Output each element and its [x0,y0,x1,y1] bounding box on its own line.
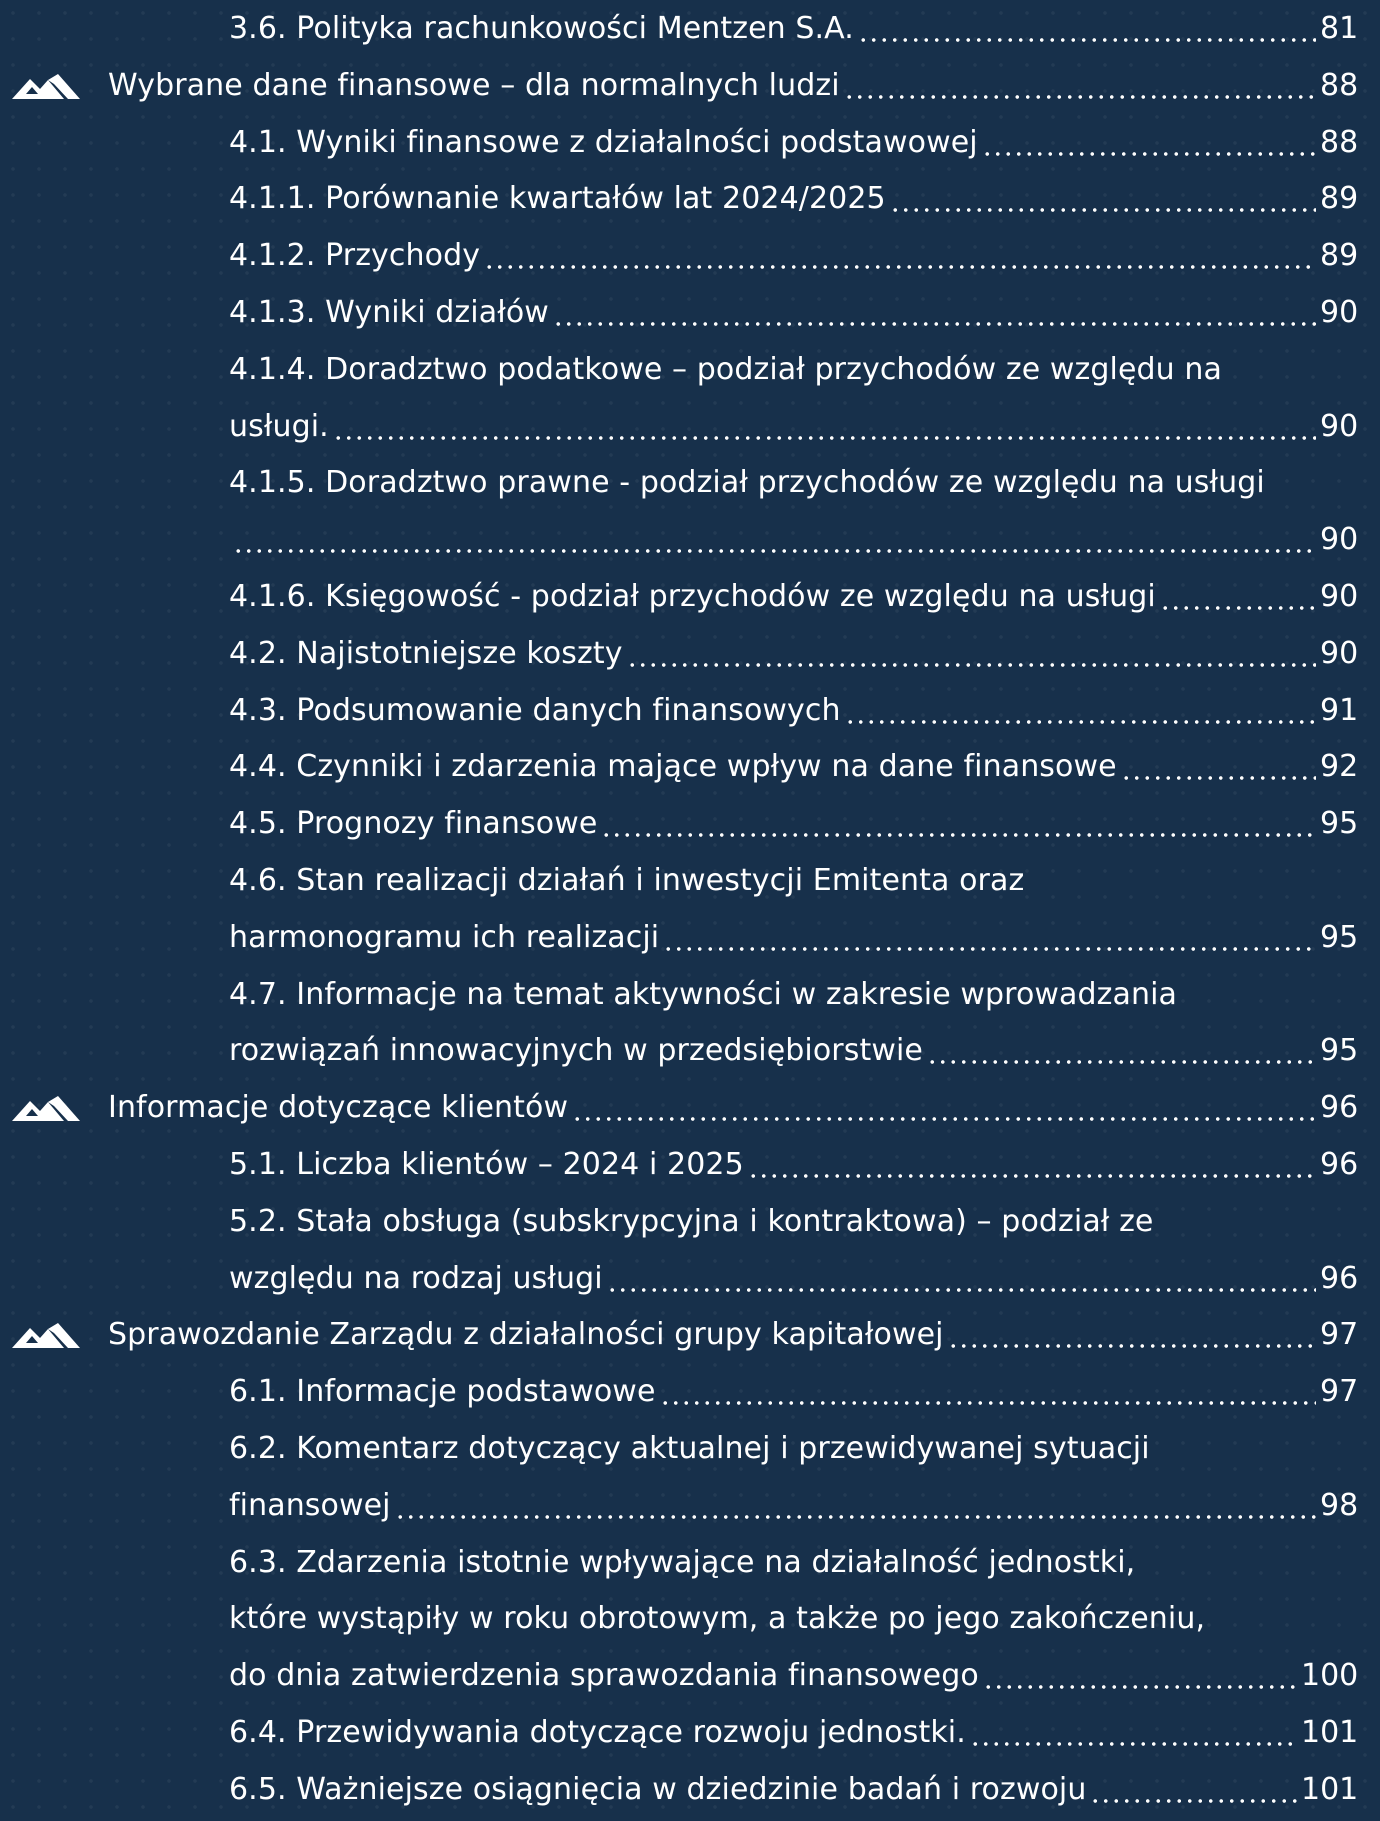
toc-page-number: 101 [1301,1715,1359,1750]
toc-line [0,1764,1380,1816]
toc-dot-leader [395,1514,1316,1520]
toc-subsection-entry[interactable] [0,685,1380,742]
toc-page-number: 90 [1320,522,1359,558]
toc-page-number: 81 [1320,11,1359,46]
toc-line [0,514,1380,566]
toc-line [0,1650,1380,1702]
toc-page-number: 91 [1320,692,1359,728]
toc-dot-leader [858,37,1316,43]
toc-dot-leader [844,94,1316,100]
toc-line [0,1309,1380,1361]
toc-line [0,1480,1380,1532]
toc-entry-title: 4.1.5. Doradztwo prawne - podział przychodów ze względu na usługi [229,465,1265,501]
toc-entry-title: 4.1.6. Księgowość - podział przychodów ze względu na usługi [229,579,1156,614]
toc-line [0,798,1380,850]
toc-page-number: 90 [1320,408,1359,444]
toc-subsection-entry[interactable] [0,855,1380,969]
toc-subsection-entry[interactable] [0,1537,1380,1707]
toc-page-number: 95 [1320,1033,1359,1069]
mentzen-mountain-logo-icon [8,1094,84,1124]
toc-line [0,344,1380,396]
toc-entry-title: względu na rodzaj usługi [229,1260,603,1296]
toc-subsection-entry[interactable] [0,344,1380,458]
toc-dot-leader [627,662,1316,668]
toc-entry-title: 5.2. Stała obsługa (subskrypcyjna i kontraktowa) – podział ze [229,1203,1154,1239]
toc-page-number: 101 [1301,1771,1359,1807]
toc-page-number: 88 [1320,124,1359,160]
toc-subsection-entry[interactable] [0,173,1380,230]
toc-line [0,1139,1380,1191]
toc-line [0,741,1380,793]
toc-entry-title: Informacje dotyczące klientów [108,1090,569,1126]
toc-subsection-entry[interactable] [0,1196,1380,1310]
toc-dot-leader [607,1287,1316,1293]
toc-line [0,287,1380,339]
toc-entry-title: 6.4. Przewidywania dotyczące rozwoju jednostki. [229,1715,966,1750]
toc-dot-leader [1121,775,1316,781]
toc-subsection-entry[interactable] [0,1764,1380,1821]
toc-dot-leader [927,1059,1316,1065]
toc-subsection-entry[interactable] [0,457,1380,571]
toc-subsection-entry[interactable] [0,741,1380,798]
mentzen-mountain-logo-icon [8,1321,84,1351]
toc-entry-title: rozwiązań innowacyjnych w przedsiębiorstwie [229,1033,923,1069]
toc-page-number: 92 [1320,749,1359,785]
toc-entry-title: harmonogramu ich realizacji [229,919,660,955]
toc-subsection-entry[interactable] [0,230,1380,287]
toc-dot-leader [1090,1798,1297,1804]
toc-entry-title: 4.1.4. Doradztwo podatkowe – podział przychodów ze względu na [229,351,1222,387]
toc-line [0,1423,1380,1475]
toc-page-number: 97 [1320,1317,1359,1353]
toc-entry-title: 4.1.2. Przychody [229,238,481,274]
toc-subsection-entry[interactable] [0,571,1380,628]
toc-entry-title: 4.1.1. Porównanie kwartałów lat 2024/2025 [229,181,886,217]
toc-dot-leader [601,832,1316,838]
toc-entry-title: finansowej [229,1487,391,1523]
toc-entry-title: 6.3. Zdarzenia istotnie wpływające na działalność jednostki, [229,1544,1136,1580]
toc-line [0,457,1380,509]
toc-section-entry[interactable] [0,1082,1380,1139]
toc-entry-title: 5.1. Liczba klientów – 2024 i 2025 [229,1147,744,1182]
toc-dot-leader [982,151,1316,157]
toc-dot-leader [484,264,1316,270]
toc-line [0,3,1380,55]
toc-line [0,571,1380,623]
toc-dot-leader [983,1684,1297,1690]
toc-entry-title: 3.6. Polityka rachunkowości Mentzen S.A. [229,11,854,46]
toc-dot-leader [970,1741,1297,1747]
toc-line [0,117,1380,169]
toc-line [0,60,1380,112]
toc-page-number: 97 [1320,1374,1359,1410]
toc-entry-title: 4.2. Najistotniejsze koszty [229,635,623,671]
toc-line [0,969,1380,1021]
toc-entry-title: usługi. [229,408,329,444]
toc-subsection-entry[interactable] [0,628,1380,685]
toc-subsection-entry[interactable] [0,3,1380,60]
toc-line [0,1196,1380,1248]
toc-line [0,855,1380,907]
toc-entry-title: Sprawozdanie Zarządu z działalności grupy kapitałowej [108,1317,944,1353]
toc-entry-title: 6.1. Informacje podstawowe [229,1374,656,1410]
toc-subsection-entry[interactable] [0,1366,1380,1423]
toc-section-entry[interactable] [0,60,1380,117]
toc-entry-title: 4.7. Informacje na temat aktywności w zakresie wprowadzania [229,976,1178,1012]
toc-subsection-entry[interactable] [0,1423,1380,1537]
toc-subsection-entry[interactable] [0,1139,1380,1196]
toc-page-number: 90 [1320,579,1359,614]
toc-page-number: 90 [1320,295,1359,330]
toc-entry-title: 4.3. Podsumowanie danych finansowych [229,692,841,728]
toc-dot-leader [233,548,1316,554]
toc-line [0,1537,1380,1589]
toc-page-number: 96 [1320,1260,1359,1296]
toc-page-number: 95 [1320,806,1359,842]
toc-line [0,1366,1380,1418]
toc-entry-title: 4.1.3. Wyniki działów [229,295,549,330]
toc-line [0,1253,1380,1305]
toc-entry-title: 4.5. Prognozy finansowe [229,806,598,842]
toc-entry-title: które wystąpiły w roku obrotowym, a także po jego zakończeniu, [229,1601,1206,1637]
toc-subsection-entry[interactable] [0,287,1380,344]
toc-page-number: 100 [1301,1658,1359,1694]
toc-page-number: 89 [1320,238,1359,274]
toc-page-number: 95 [1320,919,1359,955]
toc-dot-leader [663,946,1316,952]
toc-line [0,1593,1380,1645]
toc-line [0,230,1380,282]
toc-line [0,401,1380,453]
toc-dot-leader [333,435,1316,441]
toc-dot-leader [572,1116,1316,1122]
toc-subsection-entry[interactable] [0,1707,1380,1764]
toc-entry-title: Wybrane dane finansowe – dla normalnych ludzi [108,67,840,103]
toc-section-entry[interactable] [0,1309,1380,1366]
toc-dot-leader [845,719,1316,725]
toc-dot-leader [660,1400,1316,1406]
toc-dot-leader [748,1173,1316,1179]
toc-line [0,628,1380,680]
toc-entry-title: 6.5. Ważniejsze osiągnięcia w dziedzinie badań i rozwoju [229,1771,1087,1807]
toc-entry-title: 4.1. Wyniki finansowe z działalności podstawowej [229,124,978,160]
toc-subsection-entry[interactable] [0,798,1380,855]
toc-page-number: 89 [1320,181,1359,217]
toc-dot-leader [948,1343,1316,1349]
mentzen-mountain-logo-icon [8,72,84,102]
toc-subsection-entry[interactable] [0,969,1380,1083]
toc-entry-title: 4.4. Czynniki i zdarzenia mające wpływ na dane finansowe [229,749,1117,785]
toc-line [0,1707,1380,1759]
toc-page-number: 88 [1320,67,1359,103]
toc-page-number: 96 [1320,1090,1359,1126]
toc-entry-title: do dnia zatwierdzenia sprawozdania finansowego [229,1658,979,1694]
toc-line [0,173,1380,225]
toc-dot-leader [553,321,1316,327]
toc-dot-leader [1160,605,1316,611]
toc-line [0,1082,1380,1134]
toc-dot-leader [890,207,1316,213]
toc-entry-title: 4.6. Stan realizacji działań i inwestycji Emitenta oraz [229,863,1025,898]
toc-page-number: 98 [1320,1487,1359,1523]
toc-page-number: 90 [1320,635,1359,671]
toc-page-number: 96 [1320,1147,1359,1182]
toc-subsection-entry[interactable] [0,117,1380,174]
toc-line [0,685,1380,737]
toc-line [0,912,1380,964]
toc-entry-title: 6.2. Komentarz dotyczący aktualnej i przewidywanej sytuacji [229,1431,1150,1466]
toc-line [0,1025,1380,1077]
